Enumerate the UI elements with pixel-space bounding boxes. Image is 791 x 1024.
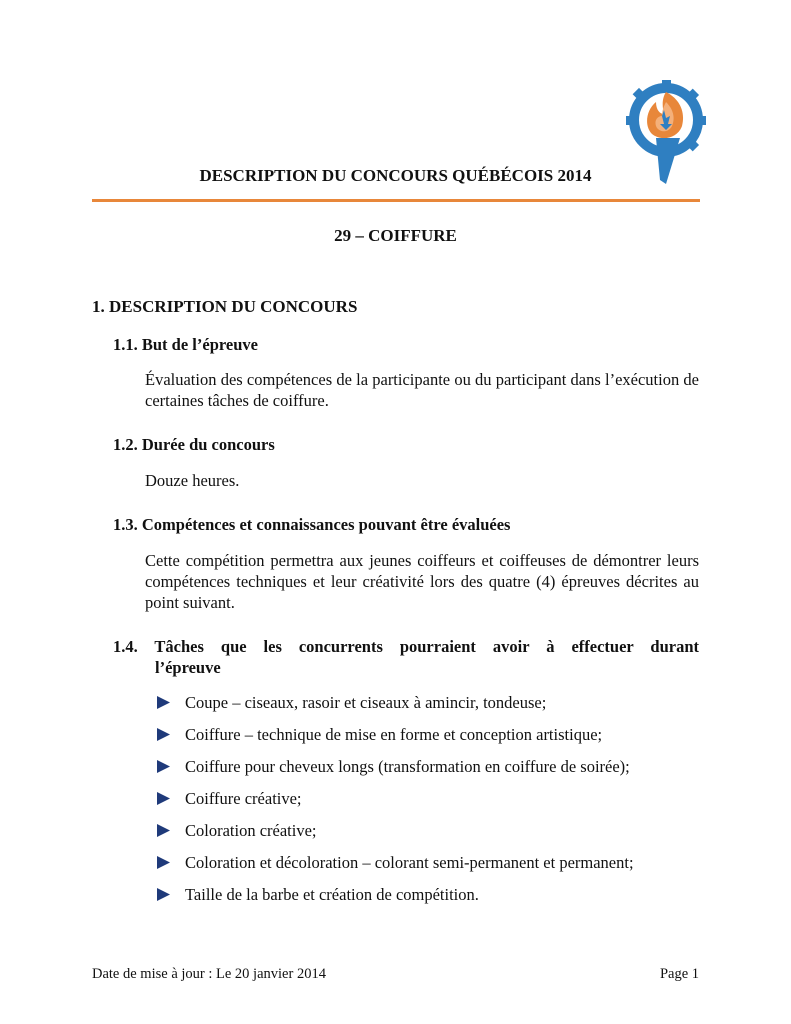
- footer-update-date: Date de mise à jour : Le 20 janvier 2014: [92, 966, 326, 982]
- document-subtitle: 29 – COIFFURE: [334, 226, 457, 245]
- task-text: Coloration et décoloration – colorant semi-permanent et permanent;: [185, 853, 634, 872]
- triangle-bullet-icon: [156, 791, 171, 806]
- document-title: DESCRIPTION DU CONCOURS QUÉBÉCOIS 2014: [199, 166, 592, 185]
- task-list: [156, 692, 634, 916]
- triangle-bullet-icon: [156, 855, 171, 870]
- list-item: [156, 724, 634, 756]
- section-1-1-text: Évaluation des compétences de la participante ou du participant dans l’exécution de certaines tâches de coiffure.: [145, 370, 699, 410]
- task-text: Coupe – ciseaux, rasoir et ciseaux à amincir, tondeuse;: [185, 693, 547, 712]
- list-item: [156, 692, 634, 724]
- section-1-heading: 1. DESCRIPTION DU CONCOURS: [92, 297, 358, 316]
- task-text: Coiffure – technique de mise en forme et conception artistique;: [185, 725, 603, 744]
- task-text: Coloration créative;: [185, 821, 317, 840]
- triangle-bullet-icon: [156, 695, 171, 710]
- task-text: Coiffure pour cheveux longs (transformation en coiffure de soirée);: [185, 757, 630, 776]
- list-item: [156, 788, 634, 820]
- triangle-bullet-icon: [156, 727, 171, 742]
- section-1-2-heading: 1.2. Durée du concours: [113, 435, 275, 454]
- list-item: [156, 884, 634, 916]
- triangle-bullet-icon: [156, 823, 171, 838]
- task-text: Coiffure créative;: [185, 789, 302, 808]
- section-1-3-text: Cette compétition permettra aux jeunes coiffeurs et coiffeuses de démontrer leurs compétences techniques et leur créativité lors des quatre (4) épreuves décrites au point suivant.: [145, 551, 699, 612]
- section-1-2-text: Douze heures.: [145, 471, 240, 490]
- list-item: [156, 756, 634, 788]
- triangle-bullet-icon: [156, 887, 171, 902]
- section-1-4-heading: [113, 636, 699, 678]
- list-item: [156, 852, 634, 884]
- list-item: [156, 820, 634, 852]
- footer-page-number: Page 1: [659, 966, 699, 982]
- section-1-3-heading: 1.3. Compétences et connaissances pouvant être évaluées: [113, 515, 511, 534]
- task-text: Taille de la barbe et création de compétition.: [185, 885, 479, 904]
- section-1-1-heading: 1.1. But de l’épreuve: [113, 335, 258, 354]
- section-1-4-heading-line1: 1.4. Tâches que les concurrents pourraient avoir à effectuer durant: [113, 637, 699, 656]
- orange-divider: [92, 199, 700, 202]
- triangle-bullet-icon: [156, 759, 171, 774]
- section-1-4-heading-line2: l’épreuve: [155, 658, 221, 677]
